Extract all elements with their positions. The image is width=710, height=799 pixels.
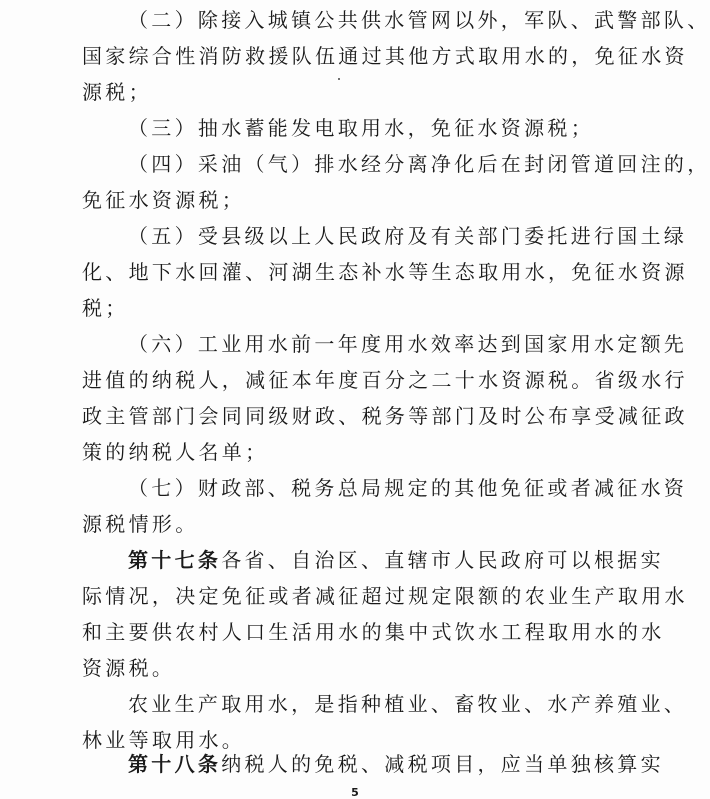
scan-speck bbox=[338, 78, 340, 80]
text-line: 化、地下水回灌、河湖生态补水等生态取用水，免征水资源 bbox=[82, 260, 688, 284]
text-line: 源税； bbox=[82, 80, 152, 104]
text-line: 农业生产取用水，是指种植业、畜牧业、水产养殖业、 bbox=[128, 692, 688, 716]
text-line: 源税情形。 bbox=[82, 512, 199, 536]
text-line: （六）工业用水前一年度用水效率达到国家用水定额先 bbox=[128, 332, 688, 356]
article-18-first-line bbox=[128, 750, 664, 778]
text-line: （四）采油（气）排水经分离净化后在封闭管道回注的， bbox=[128, 152, 710, 176]
page-number: 5 bbox=[351, 786, 359, 799]
text-line: （三）抽水蓄能发电取用水，免征水资源税； bbox=[128, 116, 594, 140]
article-17-title: 第十七条 bbox=[128, 548, 222, 572]
text-line: 进值的纳税人，减征本年度百分之二十水资源税。省级水行 bbox=[82, 368, 688, 392]
article-17-first-line bbox=[128, 546, 664, 574]
text-line: 林业等取用水。 bbox=[82, 728, 246, 752]
text-line: 税； bbox=[82, 296, 129, 320]
text-line: 免征水资源税； bbox=[82, 188, 246, 212]
article-18-title: 第十八条 bbox=[128, 752, 222, 776]
text-line: （五）受县级以上人民政府及有关部门委托进行国土绿 bbox=[128, 224, 688, 248]
text-line: 和主要供农村人口生活用水的集中式饮水工程取用水的水 bbox=[82, 620, 665, 644]
text-line: 策的纳税人名单； bbox=[82, 440, 269, 464]
text-line: （二）除接入城镇公共供水管网以外，军队、武警部队、 bbox=[128, 8, 710, 32]
text-line: 际情况，决定免征或者减征超过规定限额的农业生产取用水 bbox=[82, 584, 688, 608]
text-line: 各省、自治区、直辖市人民政府可以根据实 bbox=[221, 548, 664, 572]
text-line: 纳税人的免税、减税项目，应当单独核算实 bbox=[221, 752, 664, 776]
text-line: 国家综合性消防救援队伍通过其他方式取用水的，免征水资 bbox=[82, 44, 688, 68]
text-line: 政主管部门会同同级财政、税务等部门及时公布享受减征政 bbox=[82, 404, 688, 428]
text-line: 资源税。 bbox=[82, 656, 176, 680]
text-line: （七）财政部、税务总局规定的其他免征或者减征水资 bbox=[128, 476, 688, 500]
